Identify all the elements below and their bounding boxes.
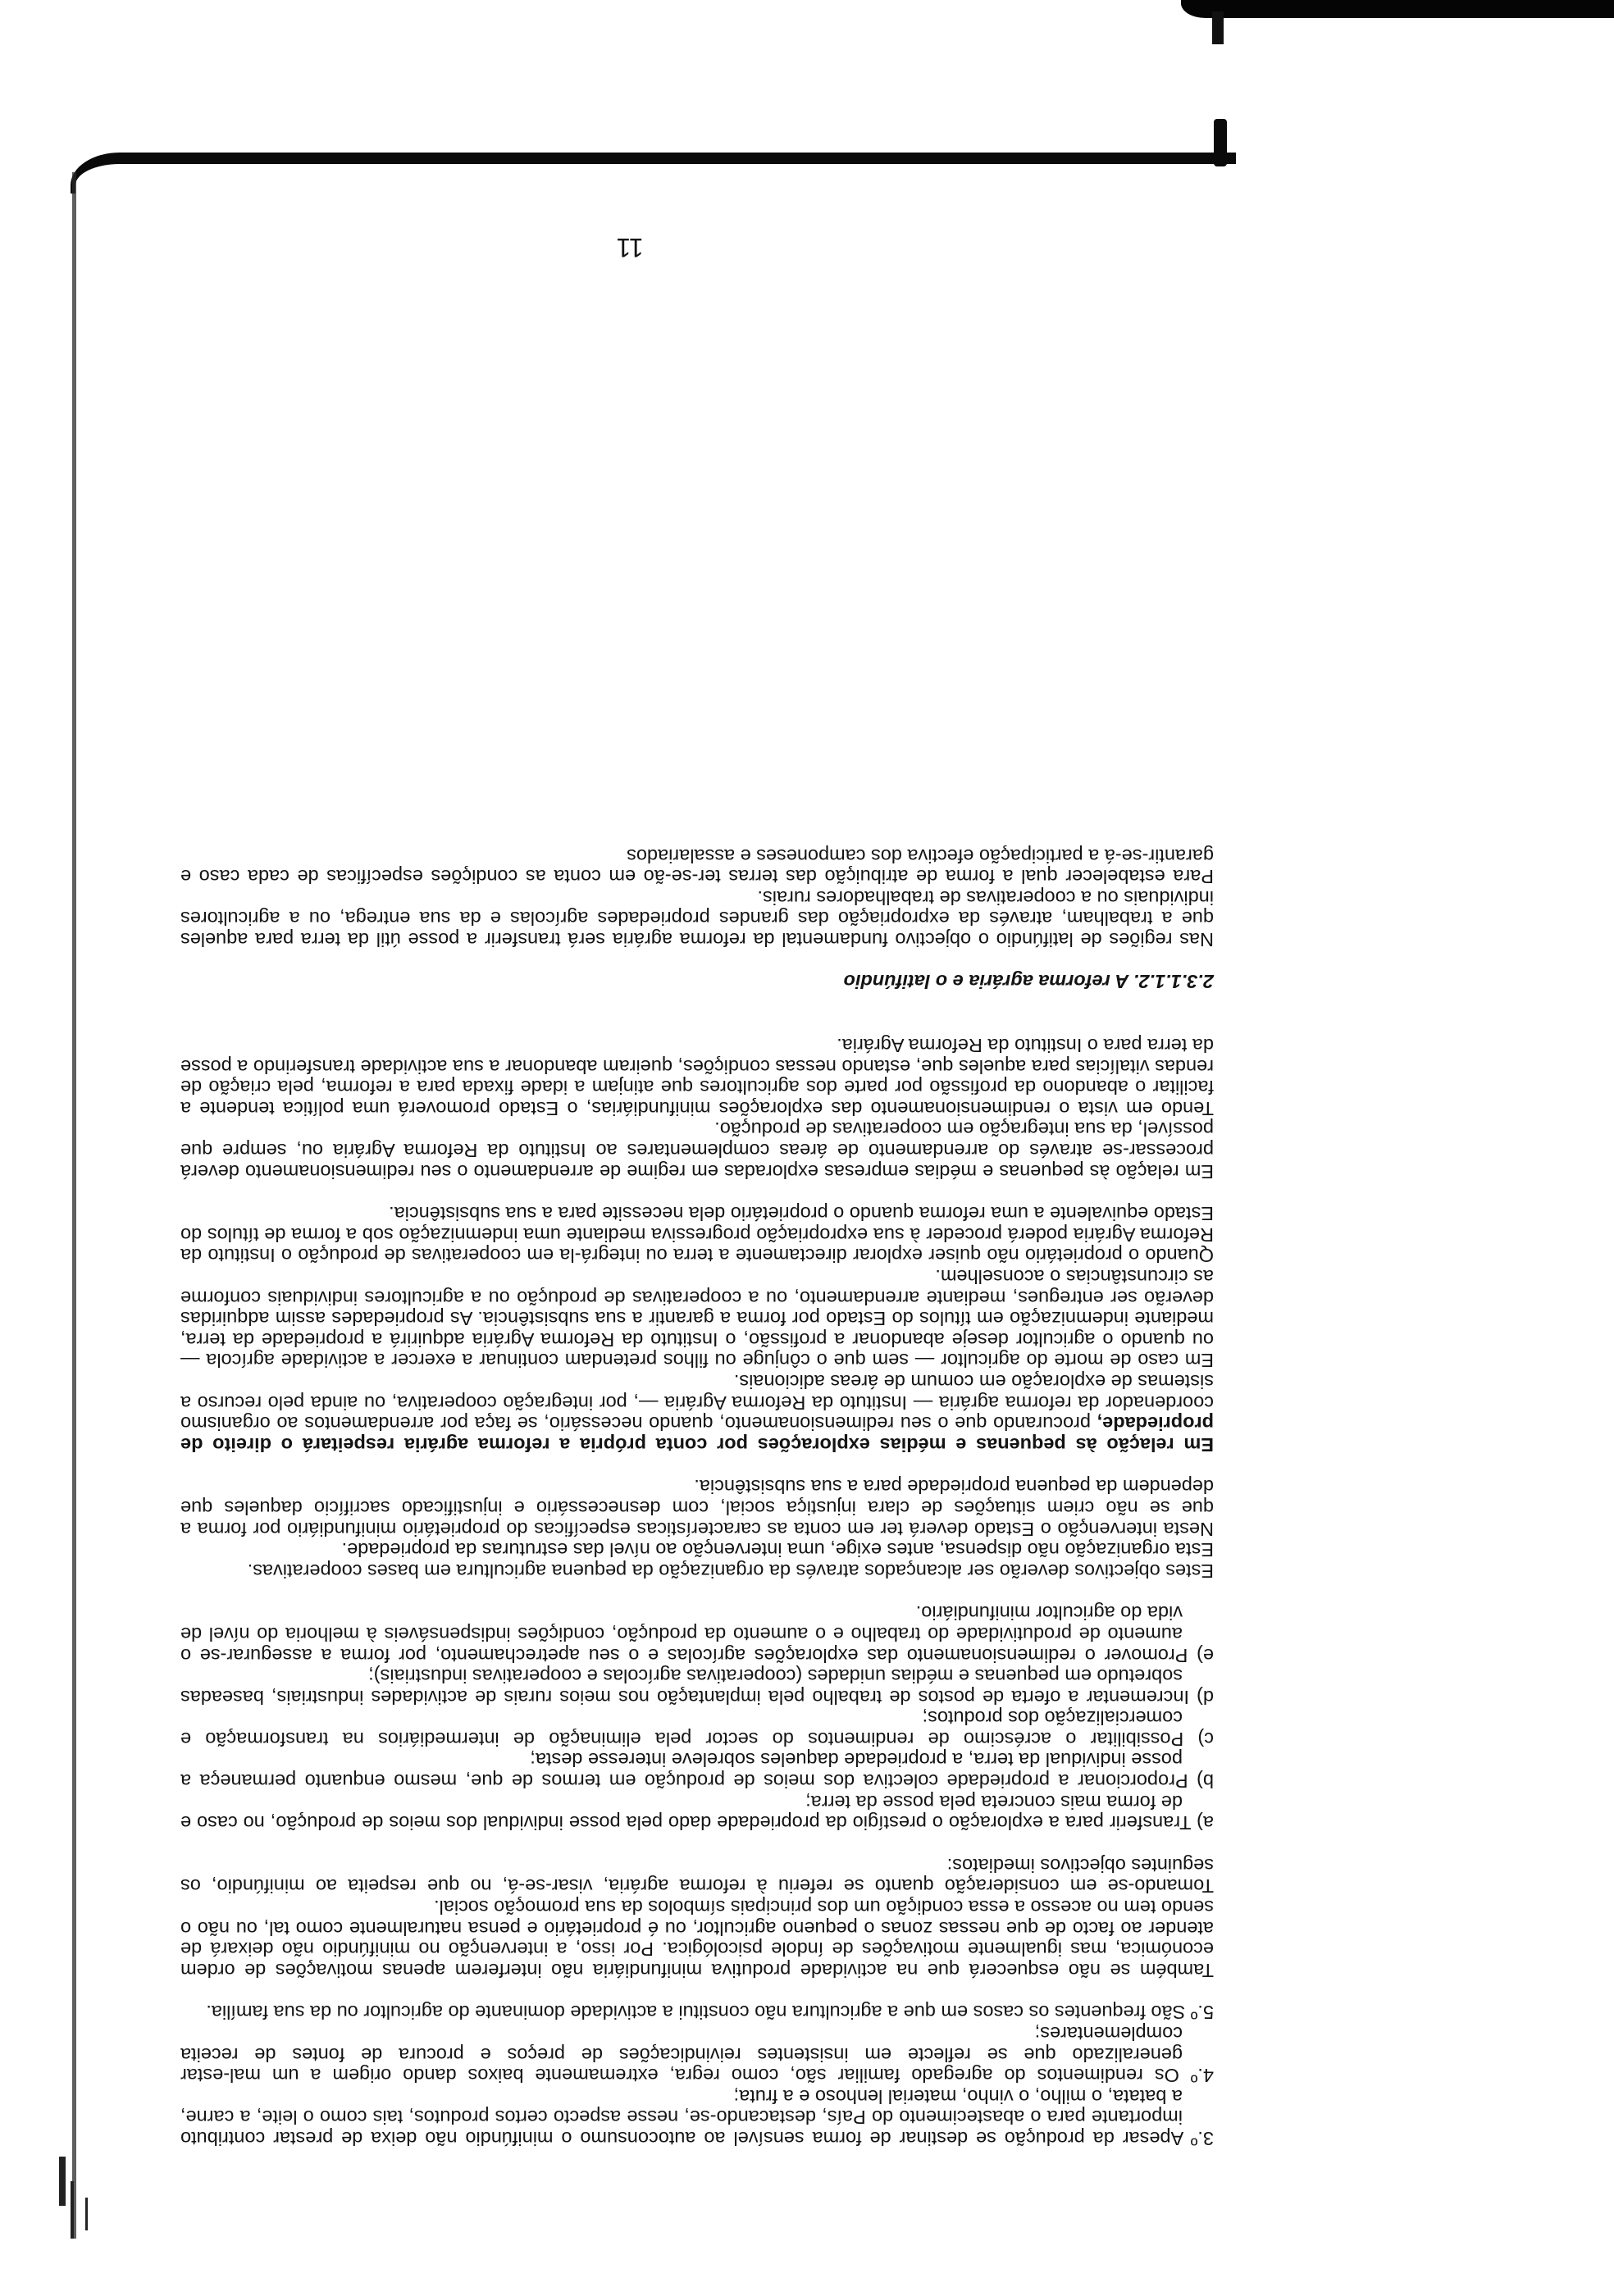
paragraph-em-relacao-rest: procurando que o seu redimensionamento, quando necessário, se faça por arrendamentos ao organismo coordenador da reforma agrária — Instituto da Reforma Agrária —, por integração cooperativa, ou ainda pelo recurso a sistemas de exploração em comum de áreas adicionais. <box>180 1371 1214 1435</box>
paragraph-em-relacao <box>180 1370 1214 1454</box>
paragraph-em-caso-morte: Em caso de morte do agricultor — sem que o cônjuge ou filhos pretendam continuar a exercer a actividade agrícola — ou quando o agricultor deseje abandonar a profissão, o Instituto da Reforma Agrária adquirirá a propriedade da terra, mediante indemnização em títulos do Estado por forma a garantir a sua subsistência. As propriedades assim adquiridas deverão ser entregues, mediante arrendamento, ou a cooperativas de produção ou a agricultores individuais conforme as circunstâncias o aconselhem. <box>180 1266 1214 1372</box>
paragraph-em-relacao-bold: Em relação às pequenas e médias explorações por conta própria a reforma agrária respeitará o direito de propriedade, <box>180 1413 1214 1456</box>
paragraph-nesta-intervencao: Nesta intervenção o Estado deverá ter em conta as características específicas do proprietário minifundiário por forma a que se não criem situações de clara injustiça social, com desnecessário e injustificado sacrifício daqueles que dependem da pequena propriedade para a sua subsistência. <box>180 1476 1214 1540</box>
paragraph-rendimensionamento: Tendo em vista o rendimensionamento das explorações minifundiárias, o Estado promoverá uma política tendente a facilitar o abandono da profissão por parte dos agricultores que atinjam a idade fixada para a reforma, pela criação de rendas vitalícias para aqueles que, estando nessas condições, queiram abandonar a sua actividade transferindo a posse da terra para o Instituto da Reforma Agrária. <box>180 1035 1214 1119</box>
text-column <box>180 845 1214 2148</box>
objective-c: c) Possibilitar o acréscimo de rendimentos do sector pela eliminação de intermediários na transformação e comercialização dos produtos; <box>180 1707 1214 1750</box>
page-number: 11 <box>616 233 644 262</box>
list-item-4: 4.º Os rendimentos do agregado familiar são, como regra, extremamente baixos dando origem a um mal-estar generalizado que se reflecte em insistentes reivindicações de preços e procura de fontes de receita complementares; <box>180 2023 1214 2087</box>
paragraph-latifundio: Nas regiões de latifúndio o objectivo fundamental da reforma agrária será transferir a posse útil da terra para aqueles que a trabalham, através da expropriação das grandes propriedades agrícolas e da sua entrega, ou a agricultores individuais ou a cooperativas de trabalhadores rurais. <box>180 886 1214 950</box>
list-item-3: 3.º Apesar da produção se destinar de forma sensível ao autoconsumo o minifúndio não deixa de prestar contributo importante para o abastecimento do País, destacando-se, nesse aspecto certos produtos, tais como o leite, a carne, a batata, o milho, o vinho, material lenhoso e a fruta; <box>180 2085 1214 2149</box>
paragraph-quando-proprietario: Quando o proprietário não quiser explorar directamente a terra ou integrá-la em cooperativas de produção o Instituto da Reforma Agrária poderá proceder à sua expropriação progressiva mediante uma indemnização sob a forma de títulos do Estado equivalente a uma reforma quando o proprietário dela necessite para a sua subsistência. <box>180 1203 1214 1267</box>
objective-d: d) Incrementar a oferta de postos de trabalho pela implantação nos meios rurais de actividades industriais, baseadas sobretudo em pequenas e médias unidades (cooperativas agrícolas e cooperativas industriais); <box>180 1665 1214 1708</box>
objective-a: a) Transferir para a exploração o prestígio da propriedade dado pela posse individual dos meios de produção, no caso e de forma mais concreta pela posse da terra; <box>180 1791 1214 1834</box>
section-heading-latifundio: 2.3.1.1.2. A reforma agrária e o latifúndio <box>843 971 1214 993</box>
paragraph-arrendamento: Em relação às pequenas e médias empresas exploradas em regime de arrendamento o seu redimensionamento deverá processar-se através do arrendamento de áreas complementares ao Instituto da Reforma Agrária ou, sempre que possível, da sua integração em cooperativas de produção. <box>180 1118 1214 1182</box>
paragraph-estes-objectivos: Estes objectivos deverão ser alcançados através da organização da pequena agricultura em bases cooperativas. <box>247 1560 1214 1582</box>
objective-e: e) Promover o redimensionamento das explorações agrícolas e o seu apetrechamento, por forma a assegurar-se o aumento de produtividade do trabalho e o aumento da produção, condições indispensáveis à melhoria do nível de vida do agricultor minifundiário. <box>180 1602 1214 1666</box>
paragraph-objectivos-intro: Tomando-se em consideração quanto se referiu à reforma agrária, visar-se-á, no que respeita ao minifúndio, os seguintes objectivos imediatos: <box>180 1854 1214 1897</box>
objective-b: b) Proporcionar a propriedade colectiva dos meios de produção em termos de que, mesmo enquanto permaneça a posse individual da terra, a propriedade daqueles sobreleve interesse desta; <box>180 1749 1214 1793</box>
paragraph-motivacoes: Também se não esquecerá que na actividade produtiva minifundiária não interferem apenas motivações de ordem económica, mas igualmente motivações de índole psicológica. Por isso, a intervenção no minifúndio não deixará de atender ao facto de que nessas zonas o pequeno agricultor, ou é proprietário e pensa naturalmente como tal, ou não o sendo tem no acesso a essa condição um dos principais símbolos da sua promoção social. <box>180 1897 1214 1981</box>
list-item-5: 5.º São frequentes os casos em que a agricultura não constitui a actividade dominante do agricultor ou da sua família. <box>206 2002 1214 2024</box>
paragraph-atribuicao: Para estabelecer qual a forma de atribuição das terras ter-se-ão em conta as condições específicas de cada caso e garantir-se-á a participação efectiva dos camponeses e assalariados <box>180 845 1214 888</box>
paragraph-esta-organizacao: Esta organização não dispensa, antes exige, uma intervenção ao nível das estruturas da propriedade. <box>341 1539 1214 1561</box>
